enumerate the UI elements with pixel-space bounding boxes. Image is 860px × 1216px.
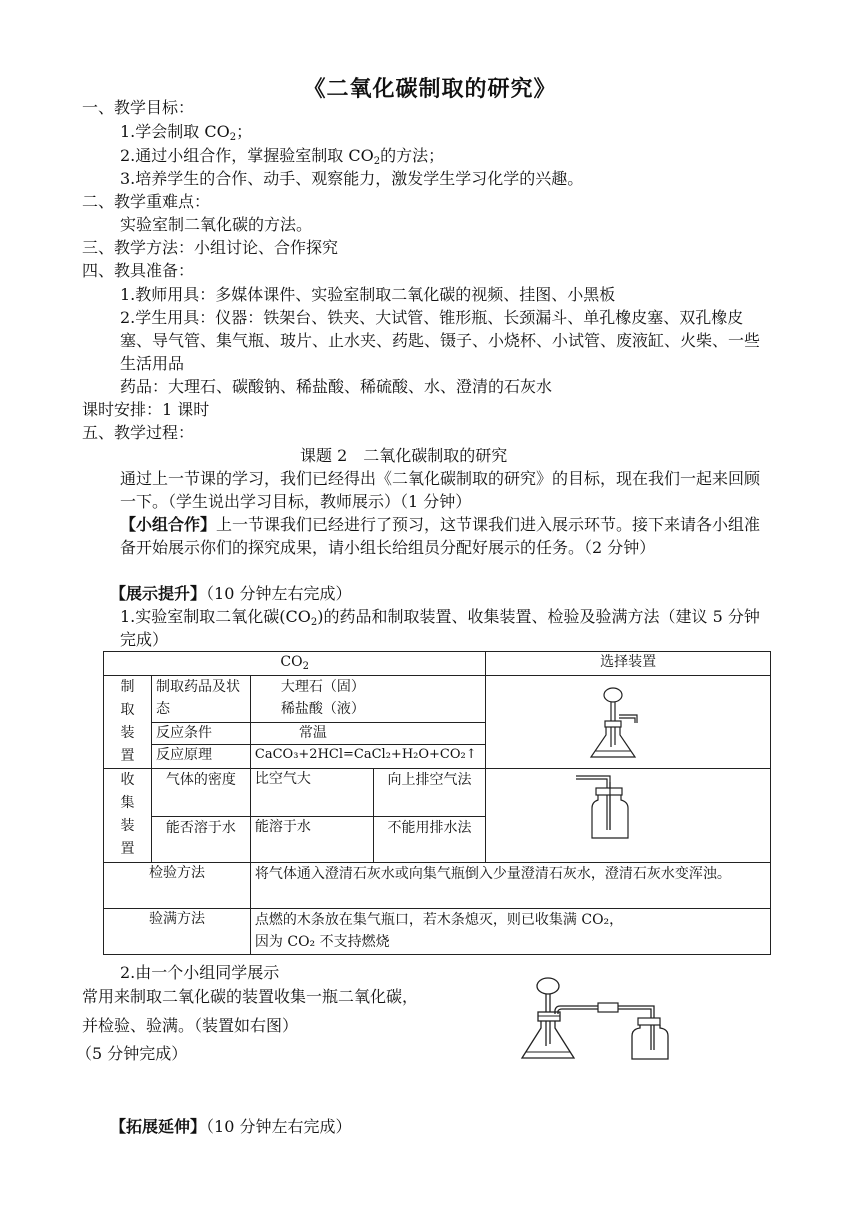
row-result: 向上排空气法 (373, 769, 486, 817)
goal-2: 2.通过小组合作，掌握验室制取 $CO_2$的方法； (120, 146, 445, 167)
table-header-co2: $CO_2$ (104, 652, 486, 676)
row-label: 反应原理 (151, 744, 250, 768)
row-result: 不能用排水法 (373, 817, 486, 863)
goal-3: 3.培养学生的合作、动手、观察能力，激发学生学习化学的兴趣。 (120, 169, 584, 188)
goal-1: 1.学会制取 $CO_2$； (120, 122, 253, 143)
section-heading: 五、教学过程： (82, 423, 195, 442)
row-value: 比空气大 (250, 769, 373, 817)
section-heading: 二、教学重难点： (82, 192, 211, 211)
question-1: 1.实验室制取二氧化碳$(CO_2)$的药品和制取装置、收集装置、检验及验满方法（建议 5 分钟完成） (120, 607, 760, 649)
row-label: 制取药品及状态 (151, 676, 250, 723)
teacher-tools: 1.教师用具：多媒体课件、实验室制取二氧化碳的视频、挂图、小黑板 (120, 285, 616, 304)
question-2-text: 并检验、验满。（装置如右图） (82, 1016, 299, 1035)
reaction-equation: CaCO₃+2HCl=CaCl₂+H₂O+CO₂↑ (250, 744, 485, 768)
lesson-title: 课题 2 二氧化碳制取的研究 (300, 446, 508, 465)
row-value: 能溶于水 (250, 817, 373, 863)
group-label-coll: 收 集 装 置 (104, 769, 152, 863)
section-heading: 三、教学方法：小组讨论、合作探究 (82, 238, 339, 257)
co2-table (103, 651, 771, 955)
question-2-text: 常用来制取二氧化碳的装置收集一瓶二氧化碳， (82, 987, 419, 1006)
section-heading: 一、教学目标： (82, 98, 195, 117)
page-title: 《二氧化碳制取的研究》 (303, 76, 557, 102)
question-2-time: （5 分钟完成） (76, 1044, 188, 1063)
paragraph-review: 通过上一节课的学习，我们已经得出《二氧化碳制取的研究》的目标，现在我们一起来回顾一下。（学生说出学习目标，教师展示）（1 分钟） (120, 469, 761, 511)
row-label: 反应条件 (151, 722, 250, 744)
row-label: 气体的密度 (151, 769, 250, 817)
key-point: 实验室制二氧化碳的方法。 (120, 215, 313, 234)
student-tools: 2.学生用具：仪器：铁架台、铁夹、大试管、锥形瓶、长颈漏斗、单孔橡皮塞、双孔橡皮塞、导气管、集气瓶、玻片、止水夹、药匙、镊子、小烧杯、小试管、废液缸、火柴、一些生活用品 (120, 308, 761, 373)
row-value: 常温 (250, 722, 485, 744)
paragraph-show: 【展示提升】（10 分钟左右完成） (110, 584, 352, 603)
flask-apparatus-icon (575, 685, 655, 765)
question-2: 2.由一个小组同学展示 (120, 963, 280, 982)
paragraph-extend: 【拓展延伸】（10 分钟左右完成） (110, 1117, 352, 1136)
row-label: 验满方法 (104, 909, 251, 955)
group-label-prep: 制 取 装 置 (104, 676, 152, 769)
chemicals: 药品：大理石、碳酸钠、稀盐酸、稀硫酸、水、澄清的石灰水 (120, 377, 553, 396)
row-label: 检验方法 (104, 863, 251, 909)
section-heading: 四、教具准备： (82, 261, 195, 280)
gas-bottle-icon (570, 772, 650, 844)
row-value: 将气体通入澄清石灰水或向集气瓶倒入少量澄清石灰水，澄清石灰水变浑浊。 (250, 863, 770, 909)
schedule: 课时安排：1 课时 (82, 400, 210, 419)
row-value: 点燃的木条放在集气瓶口，若木条熄灭，则已收集满 CO₂， 因为 CO₂ 不支持燃烧 (250, 909, 770, 955)
apparatus-figure-icon (518, 976, 678, 1062)
table-header-device: 选择装置 (486, 652, 771, 676)
row-label: 能否溶于水 (151, 817, 250, 863)
row-value: 大理石（固） 稀盐酸（液） (250, 676, 485, 723)
paragraph-group: 【小组合作】上一节课我们已经进行了预习，这节课我们进入展示环节。接下来请各小组准备开始展示你们的探究成果，请小组长给组员分配好展示的任务。（2 分钟） (120, 515, 761, 557)
